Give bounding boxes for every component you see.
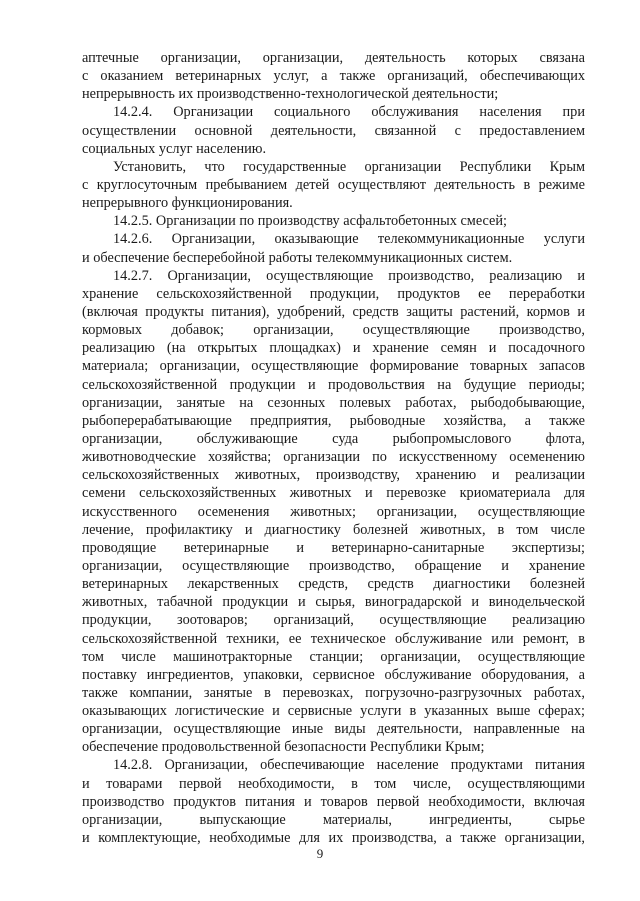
text-line: производство продуктов питания и товаров первой необходимости, включая: [82, 793, 585, 810]
text-line: непрерывность их производственно-технологической деятельности;: [82, 86, 499, 103]
text-line: осуществлении основной деятельности, связанной с предоставлением: [82, 122, 585, 139]
text-line: 14.2.5. Организации по производству асфальтобетонных смесей;: [113, 213, 508, 230]
text-line: и комплектующие, необходимые для их производства, а также организации,: [82, 830, 585, 847]
text-line: поставку ингредиентов, упаковки, сервисное обслуживание оборудования, а: [82, 666, 585, 683]
text-line: животных, табачной продукции и сырья, виноградарской и винодельческой: [82, 594, 585, 611]
text-line: проводящие ветеринарные и ветеринарно-санитарные экспертизы;: [82, 539, 585, 556]
text-line: животноводческие хозяйства; организации по искусственному осеменению: [82, 449, 585, 466]
text-line: сельскохозяйственных животных, производству, хранению и реализации: [82, 467, 585, 484]
text-line: организации, обслуживающие суда рыбопромыслового флота,: [82, 430, 585, 447]
text-line: 14.2.8. Организации, обеспечивающие население продуктами питания: [113, 757, 585, 774]
text-line: оказывающих логистические и сервисные услуги в указанных выше сферах;: [82, 703, 585, 720]
text-line: аптечные организации, организации, деятельность которых связана: [82, 50, 585, 66]
text-line: сельскохозяйственной продукции и продовольствия на будущие периоды;: [82, 376, 585, 393]
text-line: (включая продукты питания), удобрений, средств защиты растений, кормов и: [82, 303, 585, 320]
text-line: организации, занятые на сезонных полевых работах, рыбодобывающие,: [82, 394, 585, 411]
text-line: с круглосуточным пребыванием детей осуществляют деятельность в режиме: [82, 176, 585, 193]
text-line: Установить, что государственные организации Республики Крым: [113, 158, 585, 175]
text-line: непрерывного функционирования.: [82, 195, 293, 212]
text-line: реализацию (на открытых площадках) и хранение семян и посадочного: [82, 340, 585, 357]
text-line: организации, осуществляющие производство, обращение и хранение: [82, 557, 585, 574]
text-line: 14.2.7. Организации, осуществляющие производство, реализацию и: [113, 267, 585, 284]
text-line: ветеринарных лекарственных средств, средств диагностики болезней: [82, 576, 585, 593]
text-line: 14.2.4. Организации социального обслуживания населения при: [113, 104, 585, 121]
text-line: том числе машинотракторные станции; организации, осуществляющие: [82, 648, 585, 665]
text-line: обеспечение продовольственной безопасности Республики Крым;: [82, 739, 485, 756]
text-line: продукции, зоотоваров; организаций, осуществляющие реализацию: [82, 612, 585, 629]
text-line: материала; организации, осуществляющие формирование товарных запасов: [82, 358, 585, 375]
text-line: 14.2.6. Организации, оказывающие телекоммуникационные услуги: [113, 231, 585, 248]
text-line: сельскохозяйственной техники, ее техническое обслуживание или ремонт, в: [82, 630, 585, 647]
text-line: кормовых добавок; организации, осуществляющие производство,: [82, 322, 585, 339]
text-line: и товарами первой необходимости, в том числе, осуществляющими: [82, 775, 585, 792]
text-line: с оказанием ветеринарных услуг, а также организаций, обеспечивающих: [82, 68, 585, 85]
page-number: 9: [316, 846, 324, 861]
text-line: семени сельскохозяйственных животных и перевозке криоматериала для: [82, 485, 585, 502]
text-line: организации, выпускающие материалы, ингредиенты, сырье: [82, 811, 585, 828]
text-line: хранение сельскохозяйственной продукции, продуктов ее переработки: [82, 285, 585, 302]
text-line: также компании, занятые в перевозках, погрузочно-разгрузочных работах,: [82, 684, 585, 701]
text-line: рыбоперерабатывающие предприятия, рыбоводные хозяйства, а также: [82, 412, 585, 429]
text-line: и обеспечение бесперебойной работы телекоммуникационных систем.: [82, 249, 513, 266]
text-line: социальных услуг населению.: [82, 140, 267, 157]
text-line: искусственного осеменения животных; организации, осуществляющие: [82, 503, 585, 520]
text-line: организации, осуществляющие иные виды деятельности, направленные на: [82, 721, 585, 738]
document-body: [82, 49, 585, 847]
text-line: лечение, профилактику и диагностику болезней животных, в том числе: [82, 521, 585, 538]
